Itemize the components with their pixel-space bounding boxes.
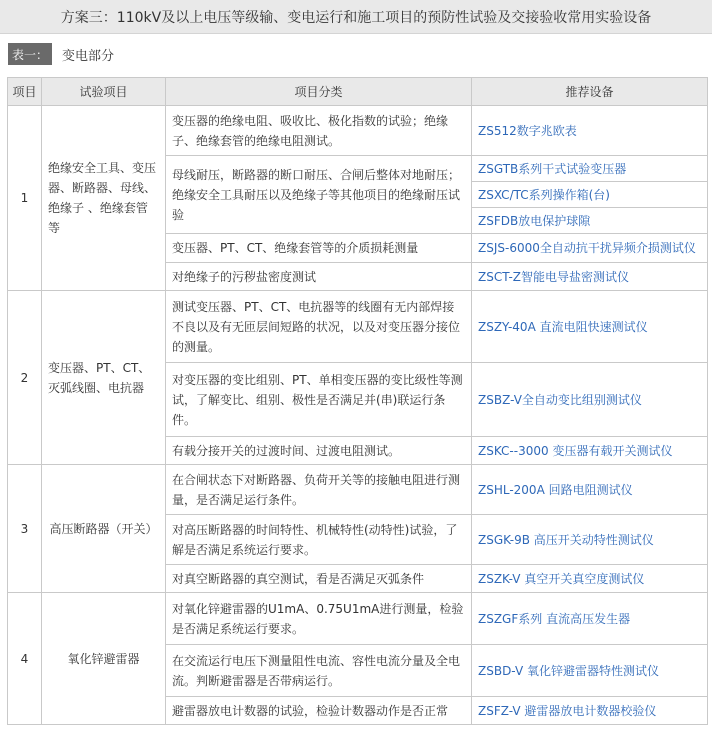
header-equipment: 推荐设备 <box>472 78 708 106</box>
category-cell: 避雷器放电计数器的试验，检验计数器动作是否正常 <box>166 697 472 725</box>
equipment-link[interactable]: ZSXC/TC系列操作箱(台) <box>478 187 610 202</box>
equipment-link[interactable]: ZSGTB系列干式试验变压器 <box>478 161 627 176</box>
equipment-cell <box>472 156 708 182</box>
group-item: 绝缘安全工具、变压器、断路器、母线、绝缘子 、绝缘套管等 <box>42 106 166 291</box>
header-category: 项目分类 <box>166 78 472 106</box>
category-cell: 对绝缘子的污秽盐密度测试 <box>166 263 472 291</box>
table-row <box>8 291 708 363</box>
category-cell: 测试变压器、PT、CT、电抗器等的线圈有无内部焊接不良以及有无匝层间短路的状况，以及对变压器分接位的测量。 <box>166 291 472 363</box>
header-no: 项目 <box>8 78 42 106</box>
category-cell: 在合闸状态下对断路器、负荷开关等的接触电阻进行测量，是否满足运行条件。 <box>166 465 472 515</box>
group-number: 4 <box>8 593 42 725</box>
category-cell: 对氧化锌避雷器的U1mA、0.75U1mA进行测量，检验是否满足系统运行要求。 <box>166 593 472 645</box>
equipment-table <box>7 77 708 725</box>
group-number: 3 <box>8 465 42 593</box>
table-tag: 表一： <box>8 43 52 65</box>
category-cell: 变压器、PT、CT、绝缘套管等的介质损耗测量 <box>166 234 472 263</box>
equipment-link[interactable]: ZSJS-6000全自动抗干扰异频介损测试仪 <box>478 241 696 255</box>
category-cell: 对真空断路器的真空测试，看是否满足灭弧条件 <box>166 565 472 593</box>
equipment-cell <box>472 106 708 156</box>
equipment-cell <box>472 363 708 437</box>
equipment-link[interactable]: ZSGK-9B 高压开关动特性测试仪 <box>478 532 654 547</box>
category-cell: 有载分接开关的过渡时间、过渡电阻测试。 <box>166 437 472 465</box>
page-title-text: 方案三：110kV及以上电压等级输、变电运行和施工项目的预防性试验及交接验收常用实验设备 <box>60 9 652 26</box>
table-row <box>8 465 708 515</box>
group-number: 2 <box>8 291 42 465</box>
group-item: 高压断路器（开关） <box>42 465 166 593</box>
group-number: 1 <box>8 106 42 291</box>
equipment-cell <box>472 208 708 234</box>
equipment-cell <box>472 437 708 465</box>
equipment-link[interactable]: ZSFZ-V 避雷器放电计数器校验仪 <box>478 703 657 718</box>
equipment-link[interactable]: ZSBZ-V全自动变比组别测试仪 <box>478 392 642 407</box>
equipment-cell <box>472 465 708 515</box>
group-item: 变压器、PT、CT、灭弧线圈、电抗器 <box>42 291 166 465</box>
table-label: 变电部分 <box>62 48 115 64</box>
equipment-cell <box>472 515 708 565</box>
equipment-cell <box>472 697 708 725</box>
equipment-link[interactable]: ZSZK-V 真空开关真空度测试仪 <box>478 571 645 586</box>
equipment-link[interactable]: ZS512数字兆欧表 <box>478 123 577 138</box>
category-cell: 对变压器的变比组别、PT、单相变压器的变比级性等测试，了解变比、组别、极性是否满足并(串)联运行条件。 <box>166 363 472 437</box>
page-title <box>0 0 712 34</box>
category-cell: 母线耐压，断路器的断口耐压、合闸后整体对地耐压；绝缘安全工具耐压以及绝缘子等其他项目的绝缘耐压试验 <box>166 156 472 234</box>
equipment-cell <box>472 234 708 263</box>
table-caption <box>8 43 114 65</box>
category-cell: 变压器的绝缘电阻、吸收比、极化指数的试验；绝缘子、绝缘套管的绝缘电阻测试。 <box>166 106 472 156</box>
equipment-link[interactable]: ZSZGF系列 直流高压发生器 <box>478 611 631 626</box>
equipment-cell <box>472 645 708 697</box>
equipment-link[interactable]: ZSKC--3000 变压器有载开关测试仪 <box>478 443 673 458</box>
equipment-cell <box>472 182 708 208</box>
equipment-link[interactable]: ZSFDB放电保护球隙 <box>478 213 591 228</box>
equipment-cell <box>472 291 708 363</box>
equipment-cell <box>472 593 708 645</box>
equipment-link[interactable]: ZSHL-200A 回路电阻测试仪 <box>478 482 633 497</box>
group-item: 氧化锌避雷器 <box>42 593 166 725</box>
table-header-row <box>8 78 708 106</box>
table-row <box>8 106 708 156</box>
category-cell: 在交流运行电压下测量阻性电流、容性电流分量及全电流。判断避雷器是否带病运行。 <box>166 645 472 697</box>
equipment-link[interactable]: ZSZY-40A 直流电阻快速测试仪 <box>478 319 648 334</box>
equipment-cell <box>472 263 708 291</box>
equipment-link[interactable]: ZSBD-V 氧化锌避雷器特性测试仪 <box>478 663 659 678</box>
equipment-cell <box>472 565 708 593</box>
equipment-link[interactable]: ZSCT-Z智能电导盐密测试仪 <box>478 269 629 284</box>
category-cell: 对高压断路器的时间特性、机械特性(动特性)试验，了解是否满足系统运行要求。 <box>166 515 472 565</box>
table-row <box>8 593 708 645</box>
header-test-item: 试验项目 <box>42 78 166 106</box>
